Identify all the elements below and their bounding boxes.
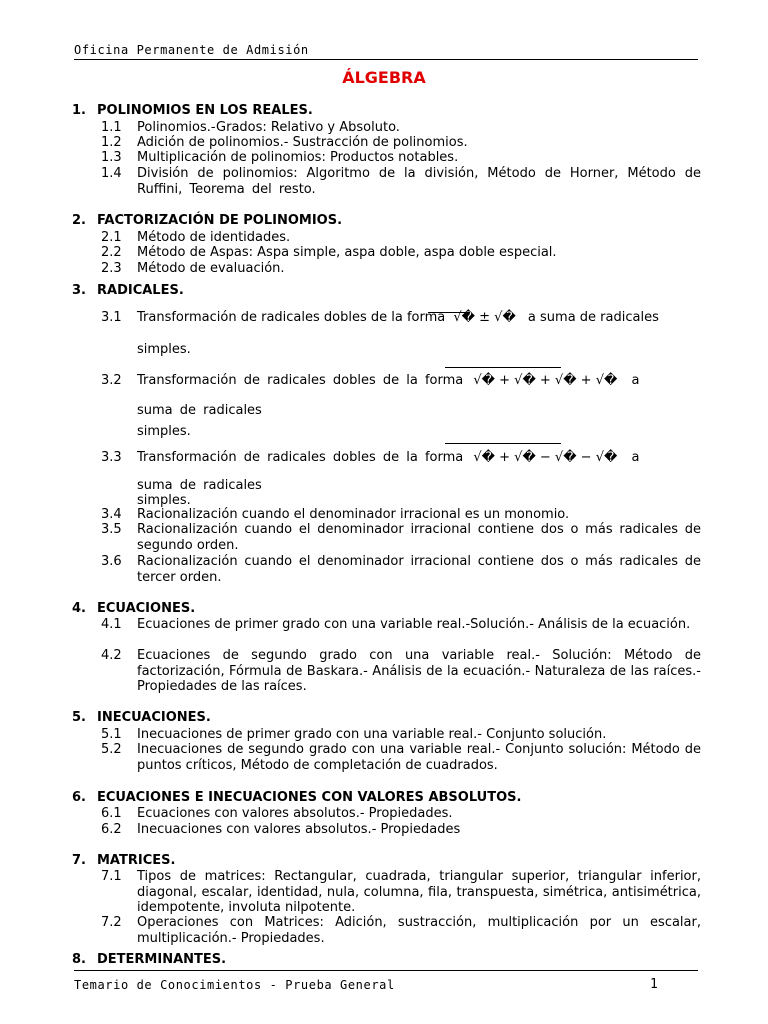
radical-formula: √� + √� − √� − √� bbox=[473, 450, 618, 465]
list-item: 3.3 Transformación de radicales dobles de la forma √� + √� − √� − √� a bbox=[101, 450, 640, 465]
list-item: 7.1 Tipos de matrices: Rectangular, cuadrada, triangular superior, triangular inferior, diagonal, escalar, identidad, nula, columna, fila, transpuesta, simétrica, antisimétrica, idempotente, involuta nilpotente. bbox=[101, 869, 701, 915]
list-item: 3.6 Racionalización cuando el denominador irracional contiene dos o más radicales de tercer orden. bbox=[101, 554, 701, 585]
list-item: 1.2 Adición de polinomios.- Sustracción de polinomios. bbox=[101, 135, 468, 150]
page-number: 1 bbox=[650, 977, 658, 992]
section-heading: 1. POLINOMIOS EN LOS REALES. bbox=[72, 103, 313, 118]
page-title: ÁLGEBRA bbox=[342, 68, 426, 87]
section-heading: 6. ECUACIONES E INECUACIONES CON VALORES ABSOLUTOS. bbox=[72, 790, 522, 805]
list-item: 7.2 Operaciones con Matrices: Adición, sustracción, multiplicación por un escalar, multiplicación.- Propiedades. bbox=[101, 915, 701, 946]
list-item: 5.2 Inecuaciones de segundo grado con una variable real.- Conjunto solución: Método de puntos críticos, Método de completación de cuadrados. bbox=[101, 742, 701, 773]
formula-overline bbox=[445, 367, 561, 368]
list-item: 3.2 Transformación de radicales dobles de la forma √� + √� + √� + √� a bbox=[101, 373, 640, 388]
footer-rule bbox=[74, 970, 698, 971]
list-item: 3.5 Racionalización cuando el denominador irracional contiene dos o más radicales de segundo orden. bbox=[101, 522, 701, 553]
list-item: 2.2 Método de Aspas: Aspa simple, aspa doble, aspa doble especial. bbox=[101, 245, 557, 260]
page-footer: Temario de Conocimientos - Prueba General bbox=[74, 978, 395, 992]
section-heading: 4. ECUACIONES. bbox=[72, 601, 196, 616]
page-header: Oficina Permanente de Admisión bbox=[74, 43, 698, 60]
list-item: 6.1 Ecuaciones con valores absolutos.- Propiedades. bbox=[101, 806, 453, 821]
list-item: 2.1 Método de identidades. bbox=[101, 230, 291, 245]
list-item: 1.3 Multiplicación de polinomios: Productos notables. bbox=[101, 150, 459, 165]
list-item: 4.1 Ecuaciones de primer grado con una variable real.-Solución.- Análisis de la ecuación. bbox=[101, 617, 691, 632]
section-heading: 3. RADICALES. bbox=[72, 283, 184, 298]
list-item-continuation: suma de radicales bbox=[137, 478, 262, 493]
list-item: 6.2 Inecuaciones con valores absolutos.- Propiedades bbox=[101, 822, 461, 837]
list-item-continuation: suma de radicales bbox=[137, 403, 262, 418]
section-heading: 2. FACTORIZACIÓN DE POLINOMIOS. bbox=[72, 213, 343, 228]
radical-formula: √� ± √� bbox=[453, 310, 516, 325]
list-item: 5.1 Inecuaciones de primer grado con una variable real.- Conjunto solución. bbox=[101, 727, 607, 742]
list-item-continuation: simples. bbox=[137, 424, 191, 439]
list-item-continuation: simples. bbox=[137, 493, 191, 508]
list-item: 4.2 Ecuaciones de segundo grado con una variable real.- Solución: Método de factorización, Fórmula de Baskara.- Análisis de la ecuación.- Naturaleza de las raíces.- Propiedades de las raíces. bbox=[101, 648, 701, 694]
section-heading: 5. INECUACIONES. bbox=[72, 710, 211, 725]
list-item: 3.1 Transformación de radicales dobles de la forma √� ± √� a suma de radicales bbox=[101, 310, 659, 325]
list-item: 1.1 Polinomios.-Grados: Relativo y Absoluto. bbox=[101, 120, 400, 135]
formula-overline bbox=[428, 312, 470, 313]
list-item: 2.3 Método de evaluación. bbox=[101, 261, 285, 276]
formula-overline bbox=[445, 443, 561, 444]
section-heading: 8. DETERMINANTES. bbox=[72, 952, 227, 967]
section-heading: 7. MATRICES. bbox=[72, 853, 176, 868]
radical-formula: √� + √� + √� + √� bbox=[473, 373, 618, 388]
list-item-continuation: simples. bbox=[137, 342, 191, 357]
list-item: 1.4 División de polinomios: Algoritmo de la división, Método de Horner, Método de Ruffini, Teorema del resto. bbox=[101, 166, 701, 197]
list-item: 3.4 Racionalización cuando el denominador irracional es un monomio. bbox=[101, 507, 570, 522]
